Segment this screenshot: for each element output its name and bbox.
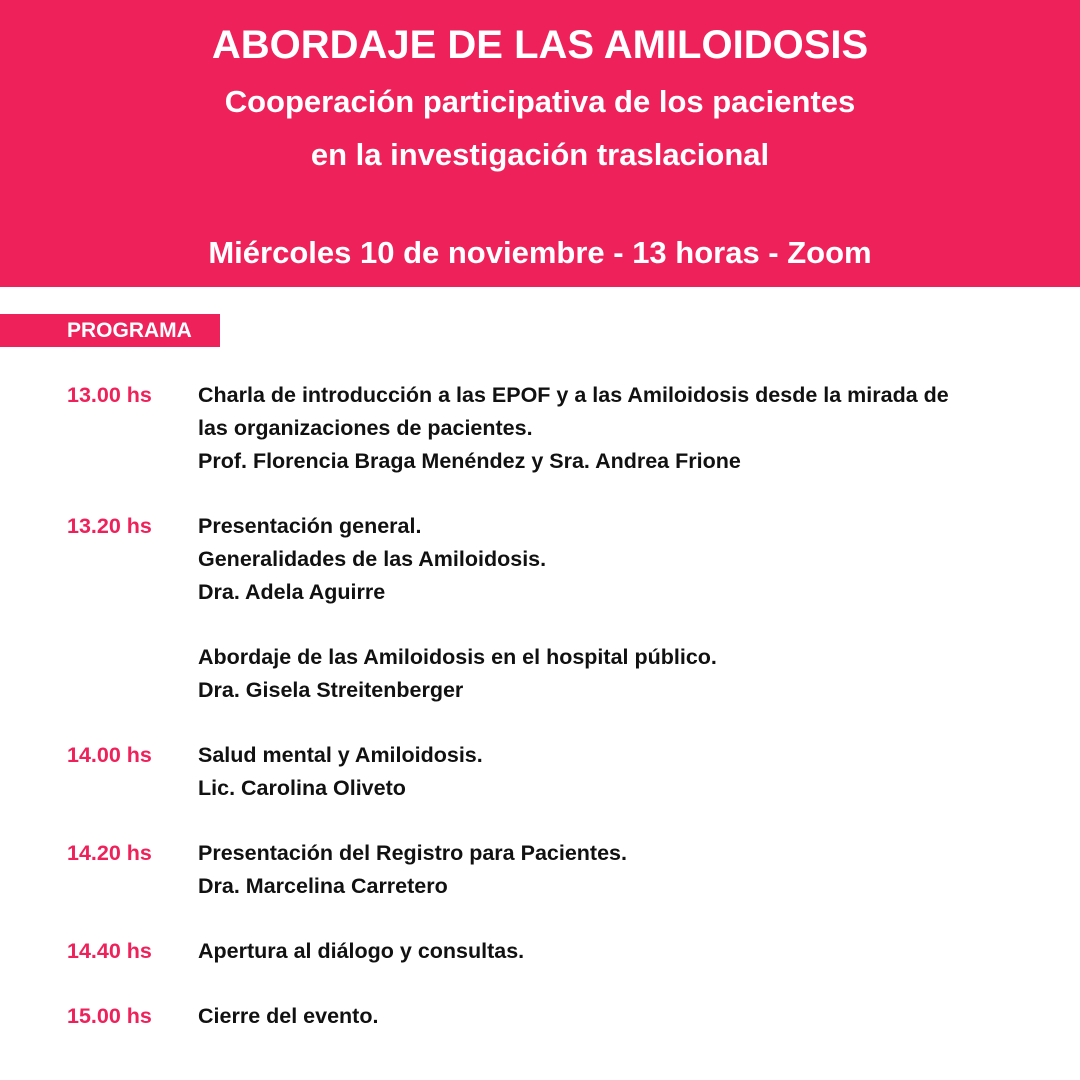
program-time: 14.00 hs [67,743,152,767]
program-list [0,379,1080,1065]
program-item [0,739,1080,805]
event-title: ABORDAJE DE LAS AMILOIDOSIS [211,23,869,67]
program-line: las organizaciones de pacientes. [198,416,533,440]
program-description [198,739,1038,805]
program-line: Dra. Marcelina Carretero [198,874,448,898]
header-banner [0,0,1080,287]
event-date: Miércoles 10 de noviembre - 13 horas - Zoom [208,235,872,270]
program-time: 13.00 hs [67,383,152,407]
program-line: Apertura al diálogo y consultas. [198,939,525,963]
program-line: Generalidades de las Amiloidosis. [198,547,547,571]
program-label: PROGRAMA [0,314,220,347]
program-item [0,837,1080,903]
program-time: 15.00 hs [67,1004,152,1028]
event-subtitle-line2: en la investigación traslacional [310,137,770,172]
program-time: 13.20 hs [67,514,152,538]
program-description [198,641,1038,707]
program-item [0,379,1080,478]
program-item [0,1000,1080,1033]
program-line: Lic. Carolina Oliveto [198,776,406,800]
program-description [198,1000,1038,1033]
program-description [198,510,1038,609]
program-time: 14.20 hs [67,841,152,865]
program-time [0,641,198,707]
program-description [198,379,1038,478]
program-line: Abordaje de las Amiloidosis en el hospital público. [198,645,717,669]
program-line: Presentación del Registro para Pacientes. [198,841,627,865]
program-line: Charla de introducción a las EPOF y a las Amiloidosis desde la mirada de [198,383,949,407]
program-line: Dra. Adela Aguirre [198,580,386,604]
program-line: Presentación general. [198,514,422,538]
program-item [0,935,1080,968]
program-line: Cierre del evento. [198,1004,379,1028]
program-line: Prof. Florencia Braga Menéndez y Sra. Andrea Frione [198,449,741,473]
program-time: 14.40 hs [67,939,152,963]
program-item [0,641,1080,707]
program-line: Salud mental y Amiloidosis. [198,743,483,767]
program-item [0,510,1080,609]
program-description [198,837,1038,903]
event-subtitle-line1: Cooperación participativa de los pacientes [224,84,856,119]
program-line: Dra. Gisela Streitenberger [198,678,464,702]
program-description [198,935,1038,968]
